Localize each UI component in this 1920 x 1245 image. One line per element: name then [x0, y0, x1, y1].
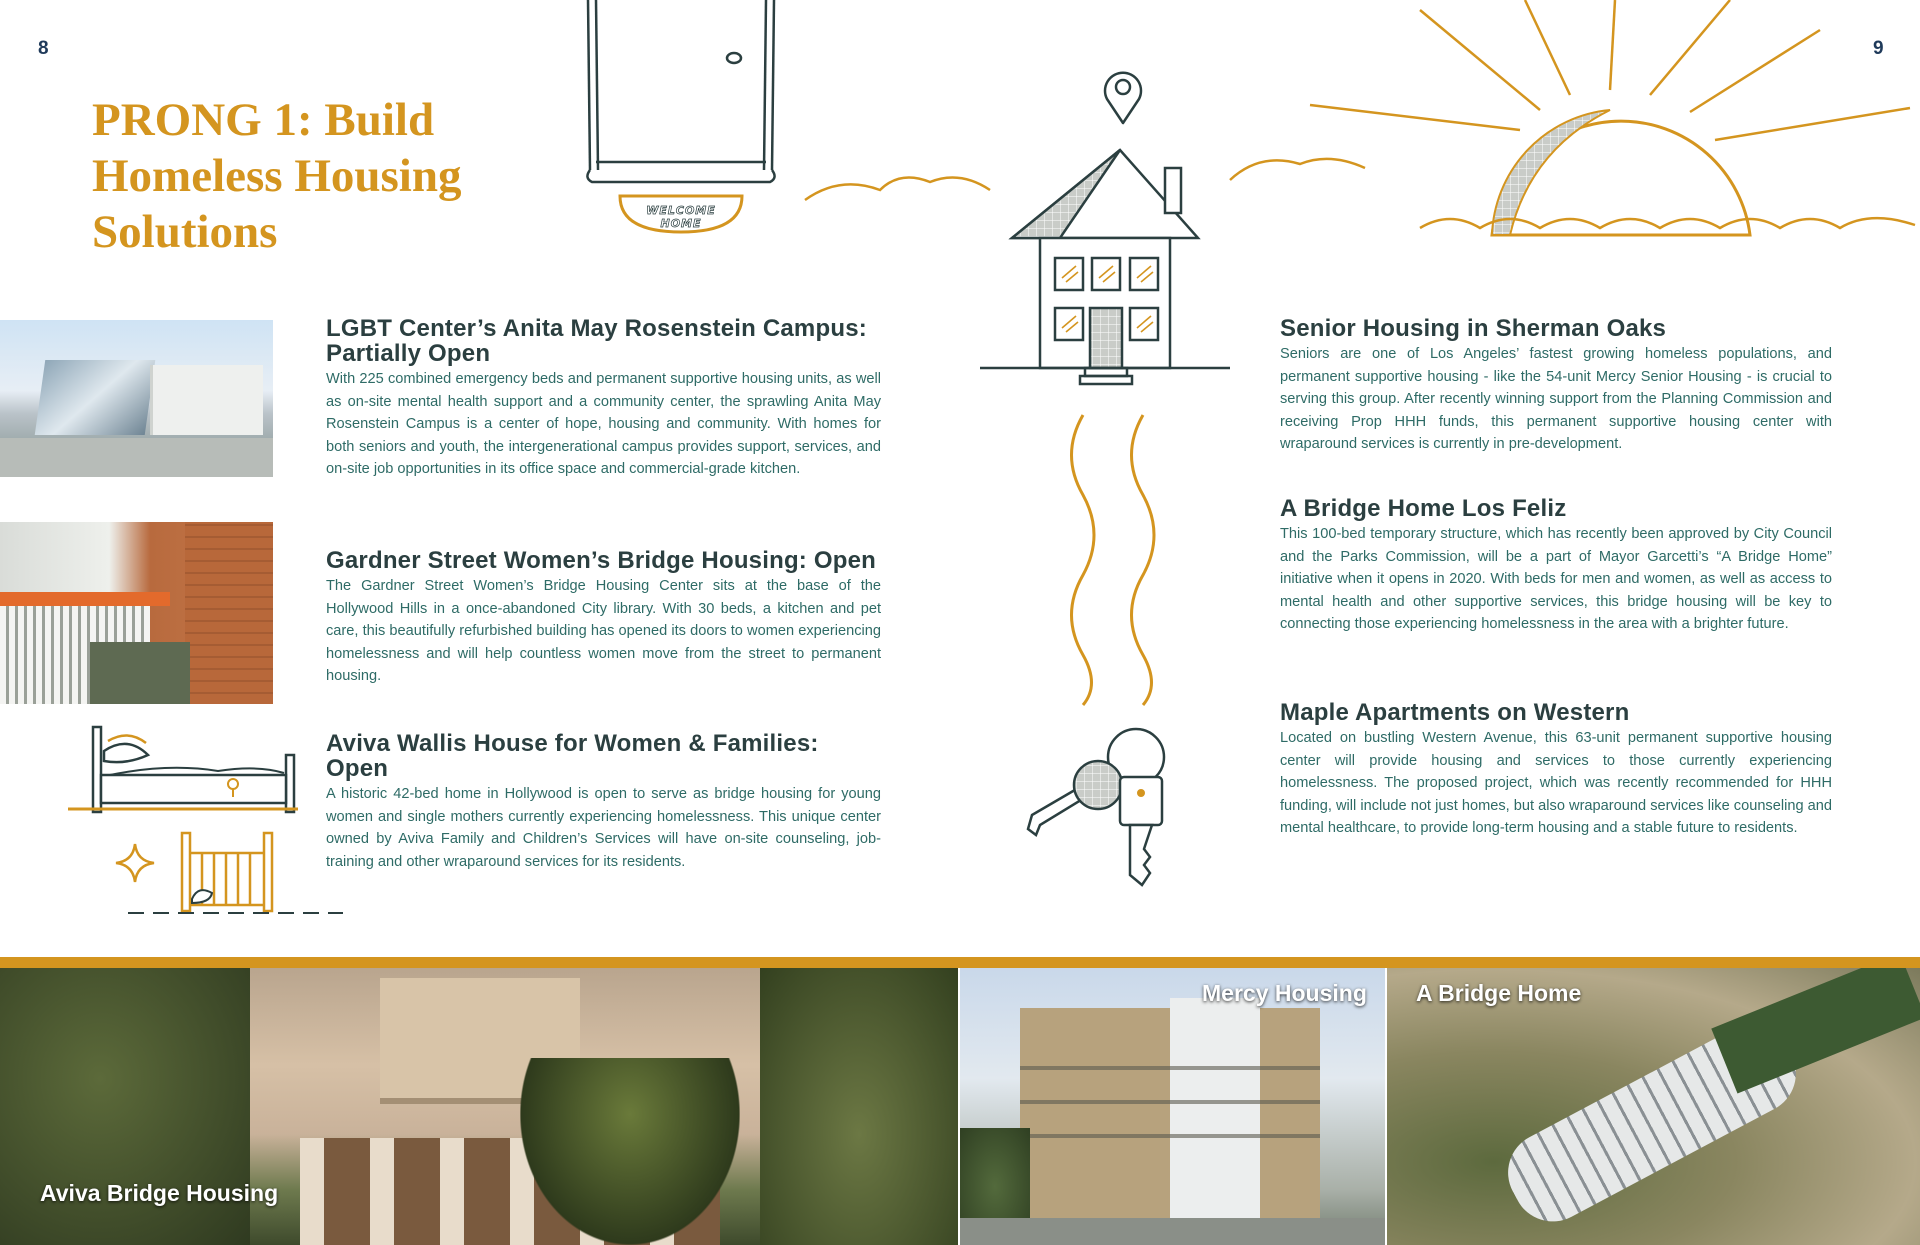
- section-lgbt-center: [326, 316, 881, 481]
- section-bridge-home-los-feliz: [1280, 496, 1832, 636]
- door-icon: [560, 0, 780, 250]
- photo-lgbt-center: [0, 320, 273, 477]
- section-heading: Gardner Street Women’s Bridge Housing: Open: [326, 547, 877, 574]
- caption-aviva-bridge-housing: Aviva Bridge Housing: [40, 1180, 279, 1206]
- title-line-1: PRONG 1: Build: [92, 94, 435, 146]
- section-body: With 225 combined emergency beds and permanent supportive housing units, as well as on-site mental health support and a community center, the sprawling Anita May Rosenstein Campus is a center of hope, housing and community. With homes for both seniors and youth, the intergenerational campus provides support, services, and on-site job opportunities in its office space and commercial-grade kitchen.: [326, 371, 881, 478]
- section-gardner-street: [326, 548, 881, 688]
- section-heading: Aviva Wallis House for Women & Families: Open: [326, 730, 819, 782]
- title-line-3: Solutions: [92, 206, 278, 258]
- photo-a-bridge-home: [1387, 968, 1920, 1245]
- sparkle-icon: [114, 842, 156, 884]
- wavy-lines-icon: [1055, 410, 1175, 710]
- bed-icon: [68, 725, 298, 815]
- section-body: Located on bustling Western Avenue, this 63-unit permanent supportive housing center will provide housing and services to those currently experiencing homelessness. The proposed project, which was recently recommended for HHH funding, will include not just homes, but also wraparound services like counseling and mental healthcare, to provide long-term housing and a stable future to residents.: [1280, 730, 1832, 837]
- photo-mercy-housing: [960, 968, 1385, 1245]
- house-icon: [980, 148, 1230, 398]
- section-body: Seniors are one of Los Angeles’ fastest growing homeless populations, and permanent supportive housing - like the 54-unit Mercy Senior Housing - is crucial to serving this group. After recently winning support from the Planning Commission and receiving Prop HHH funds, this permanent supportive housing center with wraparound services is currently in pre-development.: [1280, 346, 1832, 453]
- section-body: This 100-bed temporary structure, which has recently been approved by City Council and the Parks Commission, will be a part of Mayor Garcetti’s “A Bridge Home” initiative when it opens in 2020. With beds for men and women, as well as access to mental health and other supportive services, this bridge housing will be key to connecting those experiencing homelessness in the area with a brighter future.: [1280, 526, 1832, 633]
- page-number-right: 9: [1873, 38, 1884, 59]
- section-aviva-wallis: [326, 731, 881, 873]
- page-number-left: 8: [38, 38, 49, 59]
- section-body: The Gardner Street Women’s Bridge Housing Center sits at the base of the Hollywood Hills in a once-abandoned City library. With 30 beds, a kitchen and pet care, this beautifully refurbished building has opened its doors to women experiencing homelessness and will help countless women move from the street to permanent housing.: [326, 578, 881, 685]
- dashed-floor-line: [128, 910, 348, 916]
- section-heading: Maple Apartments on Western: [1280, 699, 1630, 726]
- section-heading: LGBT Center’s Anita May Rosenstein Campus: Partially Open: [326, 315, 867, 367]
- location-pin-icon: [1095, 65, 1151, 127]
- door-sign-line-1: WELCOME: [646, 204, 716, 217]
- section-heading: Senior Housing in Sherman Oaks: [1280, 315, 1667, 342]
- section-senior-housing: [1280, 316, 1832, 456]
- gold-divider: [0, 957, 1920, 968]
- sun-icon: [1310, 0, 1920, 260]
- crib-icon: [178, 825, 278, 915]
- keys-icon: [1020, 725, 1190, 890]
- caption-mercy-housing: Mercy Housing: [1202, 980, 1367, 1006]
- door-sign-line-2: HOME: [660, 217, 702, 230]
- section-heading: A Bridge Home Los Feliz: [1280, 495, 1567, 522]
- page-title: [92, 92, 462, 260]
- caption-a-bridge-home: A Bridge Home: [1416, 980, 1582, 1006]
- section-maple-apartments: [1280, 700, 1832, 840]
- title-line-2: Homeless Housing: [92, 150, 462, 202]
- section-body: A historic 42-bed home in Hollywood is open to serve as bridge housing for young women and single mothers currently experiencing homelessness. This unique center owned by Aviva Family and Children’s Services will have on-site counseling, job-training and other wraparound services for its residents.: [326, 786, 881, 870]
- photo-gardner-street: [0, 522, 273, 704]
